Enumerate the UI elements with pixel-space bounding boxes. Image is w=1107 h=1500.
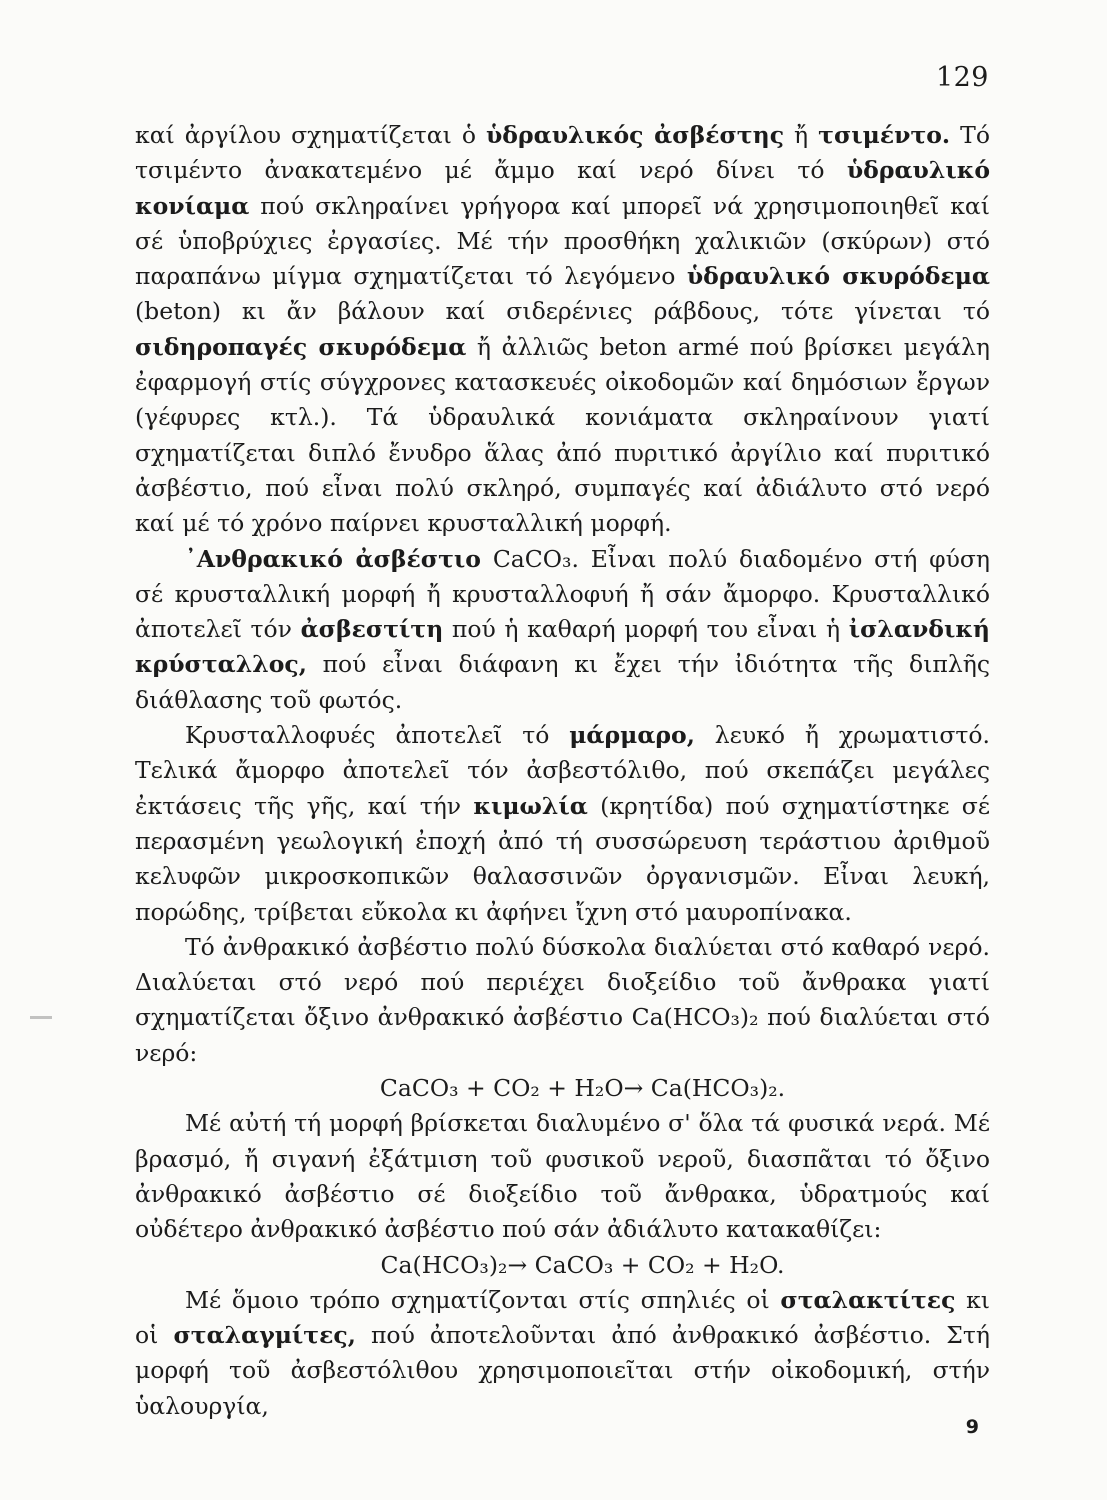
margin-mark bbox=[30, 1016, 52, 1019]
bold-term: ὑδραυλικό κονίαμα bbox=[135, 156, 990, 220]
text-run: (beton) κι ἄν βάλουν καί σιδερένιες ράβδους, τότε γίνεται τό bbox=[135, 297, 990, 326]
text-run: ἤ bbox=[784, 121, 819, 149]
bold-term: ἰσλανδική κρύσταλλος, bbox=[135, 615, 991, 679]
text-run: πού ἡ καθαρή μορφή του εἶναι ἡ bbox=[443, 615, 849, 644]
bold-term: σταλακτίτες bbox=[780, 1285, 956, 1314]
bold-term: τσιμέντο. bbox=[818, 121, 951, 149]
text-run: Μέ ὅμοιο τρόπο σχηματίζονται στίς σπηλιές οἱ bbox=[185, 1285, 781, 1314]
text-run: Τό ἀνθρακικό ἀσβέστιο πολύ δύσκολα διαλύεται στό καθαρό νερό. Διαλύεται στό νερό πού περιέχει διοξείδιο τοῦ ἄνθρακα γιατί σχηματίζεται ὄξινο ἀνθρακικό ἀσβέστιο Ca(HCO₃)₂ πού διαλύεται στό νερό: bbox=[135, 932, 990, 1067]
chemical-equation bbox=[135, 1071, 990, 1106]
text-run: Μέ αὐτή τή μορφή βρίσκεται διαλυμένο σ' ὅλα τά φυσικά νερά. Μέ βρασμό, ἤ σιγανή ἐξάτμιση τοῦ φυσικοῦ νεροῦ, διασπᾶται τό ὄξινο ἀνθρακικό ἀσβέστιο σέ διοξείδιο τοῦ ἄνθρακα, ὑδρατμούς καί οὐδέτερο ἀνθρακικό ἀσβέστιο πού σάν ἀδιάλυτο κατακαθίζει: bbox=[135, 1109, 990, 1244]
text-run: πού ἀποτελοῦνται ἀπό ἀνθρακικό ἀσβέστιο. Στή μορφή τοῦ ἀσβεστόλιθου χρησιμοποιεῖται στήν οἰκοδομική, στήν ὑαλουργία, bbox=[135, 1321, 990, 1420]
text-run: Ca(HCO₃)₂→ CaCO₃ + CO₂ + H₂O. bbox=[380, 1250, 785, 1279]
text-run: λευκό ἤ χρωματιστό. Τελικά ἄμορφο ἀποτελεῖ τόν ἀσβεστόλιθο, πού σκεπάζει μεγάλες ἐκτάσεις τῆς γῆς, καί τήν bbox=[135, 721, 991, 820]
bold-term: σιδηροπαγές σκυρόδεμα bbox=[135, 332, 467, 361]
text-run: κι οἱ bbox=[135, 1285, 991, 1350]
text-run: πού εἶναι διάφανη κι ἔχει τήν ἰδιότητα τῆς διπλῆς διάθλασης τοῦ φωτός. bbox=[135, 650, 990, 714]
text-run: Τό τσιμέντο ἀνακατεμένο μέ ἄμμο καί νερό δίνει τό bbox=[135, 121, 990, 185]
text-run: (κρητίδα) πού σχηματίστηκε σέ περασμένη γεωλογική ἐποχή ἀπό τή συσσώρευση τεράστιου ἀριθμοῦ κελυφῶν μικροσκοπικῶν θαλασσινῶν ὀργανισμῶν. Εἶναι λευκή, πορώδης, τρίβεται εὔκολα κι ἀφήνει ἴχνη στό μαυροπίνακα. bbox=[135, 791, 991, 926]
paragraph bbox=[135, 718, 990, 930]
text-run: CaCO₃. Εἶναι πολύ διαδομένο στή φύση σέ κρυσταλλική μορφή ἤ κρυσταλλοφυή ἤ σάν ἄμορφο. Κρυσταλλικό ἀποτελεῖ τόν bbox=[135, 544, 990, 644]
body-text bbox=[135, 118, 990, 1424]
bold-term: ᾿Ανθρακικό ἀσβέστιο bbox=[185, 544, 481, 573]
paragraph bbox=[135, 930, 990, 1071]
paragraph bbox=[135, 1106, 990, 1247]
page-number: 129 bbox=[935, 62, 989, 93]
bold-term: ἀσβεστίτη bbox=[300, 615, 444, 644]
bold-term: κιμωλία bbox=[473, 791, 588, 820]
paragraph bbox=[135, 1283, 990, 1424]
bold-term: ὑδραυλικό σκυρόδεμα bbox=[686, 262, 990, 291]
text-run: ἤ ἀλλιῶς beton armé πού βρίσκει μεγάλη ἐφαρμογή στίς σύγχρονες κατασκευές οἰκοδομῶν καί δημόσιων ἔργων (γέφυρες κτλ.). Τά ὑδραυλικά κονιάματα σκληραίνουν γιατί σχηματίζεται διπλό ἔνυδρο ἅλας ἀπό πυριτικό ἀργίλιο καί πυριτικό ἀσβέστιο, πού εἶναι πολύ σκληρό, συμπαγές καί ἀδιάλυτο στό νερό καί μέ τό χρόνο παίρνει κρυσταλλική μορφή. bbox=[135, 332, 991, 538]
paragraph bbox=[135, 542, 990, 718]
paragraph bbox=[135, 118, 990, 542]
bold-term: μάρμαρο, bbox=[569, 721, 695, 750]
chemical-equation bbox=[135, 1248, 990, 1283]
signature-mark: 9 bbox=[965, 1416, 979, 1438]
text-run: καί ἀργίλου σχηματίζεται ὁ bbox=[135, 121, 486, 149]
text-run: πού σκληραίνει γρήγορα καί μπορεῖ νά χρησιμοποιηθεῖ καί σέ ὑποβρύχιες ἐργασίες. Μέ τήν προσθήκη χαλικιῶν (σκύρων) στό παραπάνω μίγμα σχηματίζεται τό λεγόμενο bbox=[135, 191, 990, 291]
text-run: CaCO₃ + CO₂ + H₂O→ Ca(HCO₃)₂. bbox=[379, 1074, 786, 1103]
bold-term: ὑδραυλικός ἀσβέστης bbox=[486, 121, 785, 149]
text-run: Κρυσταλλοφυές ἀποτελεῖ τό bbox=[185, 721, 570, 750]
bold-term: σταλαγμίτες, bbox=[173, 1321, 356, 1350]
